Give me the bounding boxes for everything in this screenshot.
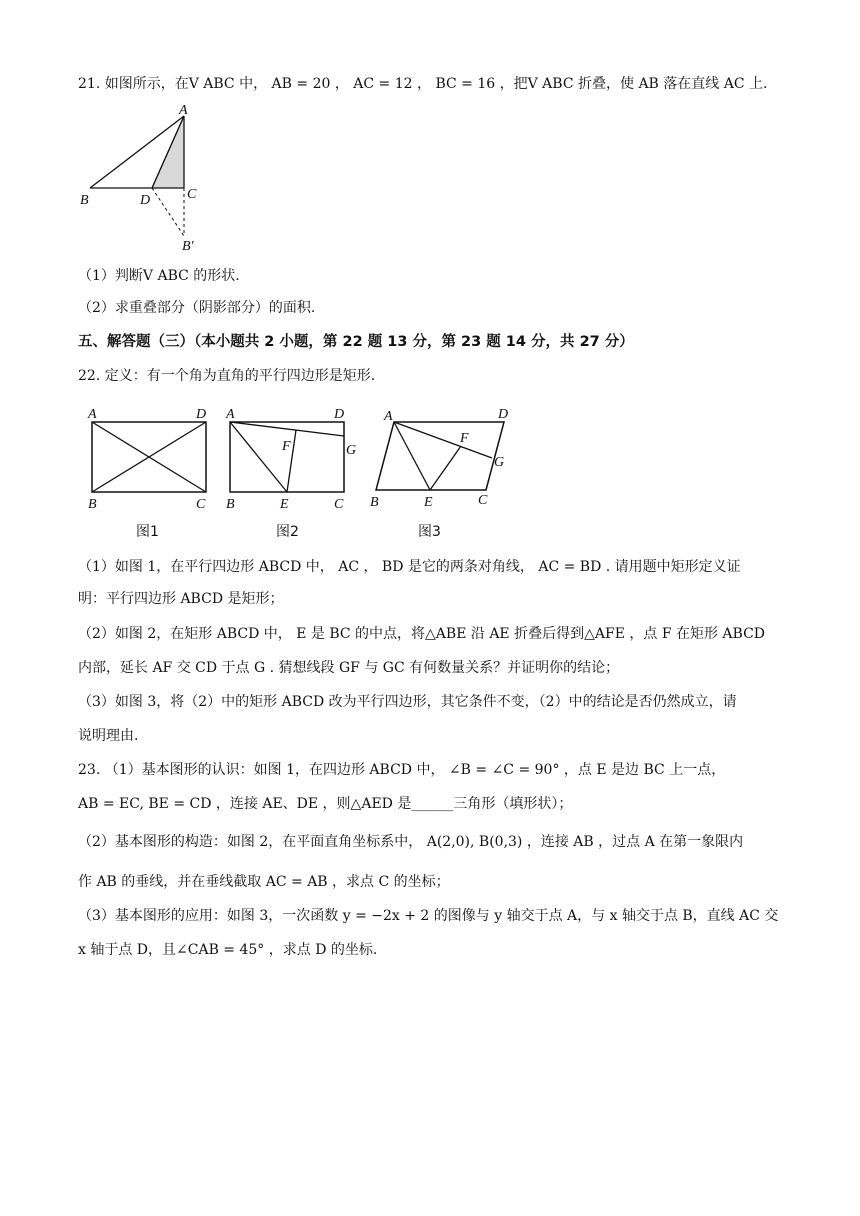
q21-part1: （1）判断V ABC 的形状.: [78, 268, 240, 284]
fig1-label-A: A: [88, 407, 97, 422]
caption-fig2: 图2: [276, 524, 299, 540]
label-A: A: [179, 104, 188, 118]
q23-part3-line2: x 轴于点 D，且∠CAB = 45° ，求点 D 的坐标.: [78, 942, 378, 958]
fig3-label-D: D: [498, 407, 509, 422]
section-heading: 五、解答题（三）（本小题共 2 小题，第 22 题 13 分，第 23 题 14 分，共 27 分）: [78, 334, 634, 350]
fig3-label-F: F: [460, 431, 469, 446]
fig2-label-F: F: [282, 439, 291, 454]
q22-part2-line2: 内部，延长 AF 交 CD 于点 G . 猜想线段 GF 与 GC 有何数量关系？并证明你的结论；: [78, 660, 620, 676]
fig2-label-D: D: [334, 407, 345, 422]
fig2-label-B: B: [226, 497, 235, 512]
q22-figure-3: [366, 402, 526, 514]
fig1-label-C: C: [196, 497, 206, 512]
fig1-label-B: B: [88, 497, 97, 512]
q23-part3-line1: （3）基本图形的应用：如图 3，一次函数 y = −2x + 2 的图像与 y 轴交于点 A，与 x 轴交于点 B，直线 AC 交: [78, 908, 779, 924]
label-D: D: [140, 193, 151, 208]
caption-fig3: 图3: [418, 524, 441, 540]
fig2-label-E: E: [280, 497, 289, 512]
q22-part3-line1: （3）如图 3，将（2）中的矩形 ABCD 改为平行四边形，其它条件不变，（2）中的结论是否仍然成立，请: [78, 694, 737, 710]
q23-part2-line1: （2）基本图形的构造：如图 2，在平面直角坐标系中， A(2,0), B(0,3) ，连接 AB ，过点 A 在第一象限内: [78, 834, 744, 850]
q23-part2-line2: 作 AB 的垂线，并在垂线截取 AC = AB ，求点 C 的坐标；: [78, 874, 450, 890]
label-B: B: [80, 193, 89, 208]
fig2-label-C: C: [334, 497, 344, 512]
q22-part2-line1: （2）如图 2，在矩形 ABCD 中， E 是 BC 的中点，将△ABE 沿 AE 折叠后得到△AFE ，点 F 在矩形 ABCD: [78, 626, 766, 642]
q22-part1-line1: （1）如图 1，在平行四边形 ABCD 中， AC ， BD 是它的两条对角线， AC = BD . 请用题中矩形定义证: [78, 559, 741, 575]
q22-part3-line2: 说明理由.: [78, 728, 139, 744]
fig1-label-D: D: [196, 407, 207, 422]
q21-stem: 21. 如图所示，在V ABC 中， AB = 20 ， AC = 12 ， BC = 16 ，把V ABC 折叠，使 AB 落在直线 AC 上.: [78, 76, 768, 92]
q21-triangle-figure: [76, 104, 216, 254]
fig3-label-A: A: [384, 409, 393, 424]
dashed-DBp: [152, 188, 184, 236]
q22-figure-2: [222, 402, 368, 514]
fig3-label-B: B: [370, 495, 379, 510]
q23-part1-line1: 23. （1）基本图形的认识：如图 1，在四边形 ABCD 中， ∠B = ∠C = 90° ，点 E 是边 BC 上一点，: [78, 762, 726, 778]
label-Bp: B′: [182, 239, 194, 254]
label-C: C: [187, 187, 197, 202]
q22-figure-1: [84, 402, 214, 514]
q23-part1-line2: AB = EC, BE = CD ，连接 AE、DE ，则△AED 是______三角形（填形状）；: [78, 796, 573, 812]
q21-part2: （2）求重叠部分（阴影部分）的面积.: [78, 300, 316, 316]
fig3-label-G: G: [494, 455, 505, 470]
q22-definition: 22. 定义：有一个角为直角的平行四边形是矩形.: [78, 368, 376, 384]
fig2-label-G: G: [346, 443, 357, 458]
fig3-label-E: E: [424, 495, 433, 510]
fig2-label-A: A: [226, 407, 235, 422]
fig3-label-C: C: [478, 493, 488, 508]
caption-fig1: 图1: [136, 524, 159, 540]
q22-part1-line2: 明：平行四边形 ABCD 是矩形；: [78, 591, 284, 607]
